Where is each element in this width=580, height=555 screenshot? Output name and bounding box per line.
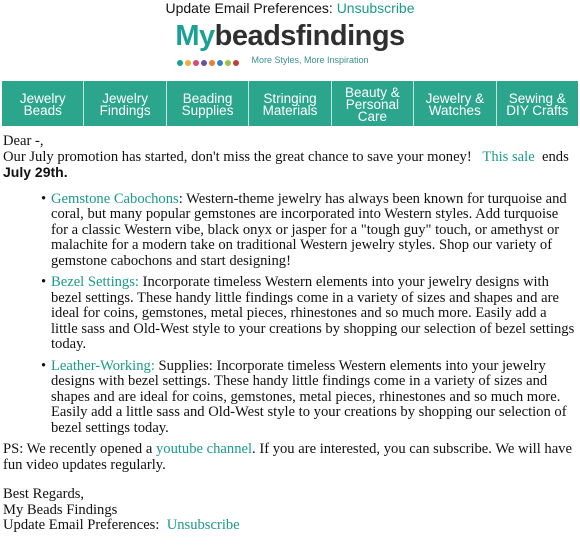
logo[interactable] xyxy=(0,17,580,69)
product-list xyxy=(3,192,577,437)
nav-item-jewelry-findings[interactable]: Jewelry Findings xyxy=(84,81,166,126)
nav-item-jewelry-watches[interactable]: Jewelry & Watches xyxy=(414,81,496,126)
bullet-icon: • xyxy=(41,190,47,207)
category-nav xyxy=(2,81,578,126)
top-preferences-bar xyxy=(0,0,580,17)
bezel-settings-link[interactable]: Bezel Settings: xyxy=(51,274,139,290)
nav-item-beading-supplies[interactable]: Beading Supplies xyxy=(167,81,249,126)
nav-item-beauty-personal-care[interactable]: Beauty & Personal Care xyxy=(332,81,414,126)
this-sale-link[interactable]: This sale xyxy=(482,148,535,165)
unsubscribe-link-bottom[interactable]: Unsubscribe xyxy=(166,517,240,533)
bottom-preferences xyxy=(3,518,577,534)
list-item: • Bezel Settings: Incorporate timeless Western elements into your jewelry designs with bezel settings. These handy little findings come in a variety of sizes and shapes and are ideal for coins, gemstones, metal pieces, rhinestones and so much more. Easily add a little sass and Old-West style to your creations by shopping our selection of bezel settings today. xyxy=(41,274,575,352)
preferences-label-bottom: Update Email Preferences: xyxy=(3,517,160,533)
closing xyxy=(3,487,577,534)
promo-text: Our July promotion has started, don't miss the great chance to save your money! xyxy=(3,148,472,165)
unsubscribe-link-top[interactable]: Unsubscribe xyxy=(336,0,415,16)
leather-working-link[interactable]: Leather-Working: xyxy=(51,357,155,374)
logo-wordmark: Mybeadsfindings xyxy=(175,20,405,52)
list-item: • Gemstone Cabochons: Western-theme jewelry has always been known for turquoise and coral, but many popular gemstones are incorporated into Western styles. Add turquoise for a classic Western vibe, black onyx or jasper for a "tough guy" touch, or amethyst or malachite for a modern take on traditional Western jewelry styles. Shop our variety of gemstone cabochons and start designing! xyxy=(41,190,567,269)
ps-paragraph: PS: We recently opened a youtube channel. If you are interested, you can subscribe. We will have fun video updates regularly. xyxy=(3,441,572,473)
regards-text: Best Regards, xyxy=(3,486,85,502)
promo-paragraph xyxy=(3,150,577,182)
nav-item-jewelry-beads[interactable]: Jewelry Beads xyxy=(2,81,84,126)
promo-date: July 29th. xyxy=(3,164,68,180)
greeting: Dear -, xyxy=(3,133,44,149)
nav-item-stringing-materials[interactable]: Stringing Materials xyxy=(249,81,331,126)
list-item: • Leather-Working: Supplies: Incorporate timeless Western elements into your jewelry designs with bezel settings. These handy little findings come in a variety of sizes and shapes and are ideal for coins, gemstones, metal pieces, rhinestones and so much more. Easily add a little sass and Old-West style to your creations by shopping our selection of bezel settings today. xyxy=(41,357,567,436)
bullet-icon: • xyxy=(41,274,47,290)
bullet-icon: • xyxy=(41,357,47,374)
youtube-channel-link[interactable]: youtube channel xyxy=(155,441,253,457)
signature: My Beads Findings xyxy=(3,501,118,518)
logo-tagline: More Styles, More Inspiration xyxy=(251,55,369,65)
email-body xyxy=(0,134,580,534)
preferences-label: Update Email Preferences: xyxy=(165,0,333,16)
gemstone-cabochons-link[interactable]: Gemstone Cabochons xyxy=(51,190,179,207)
promo-ends: ends xyxy=(542,148,569,165)
nav-item-sewing-diy-crafts[interactable]: Sewing & DIY Crafts xyxy=(506,90,569,118)
